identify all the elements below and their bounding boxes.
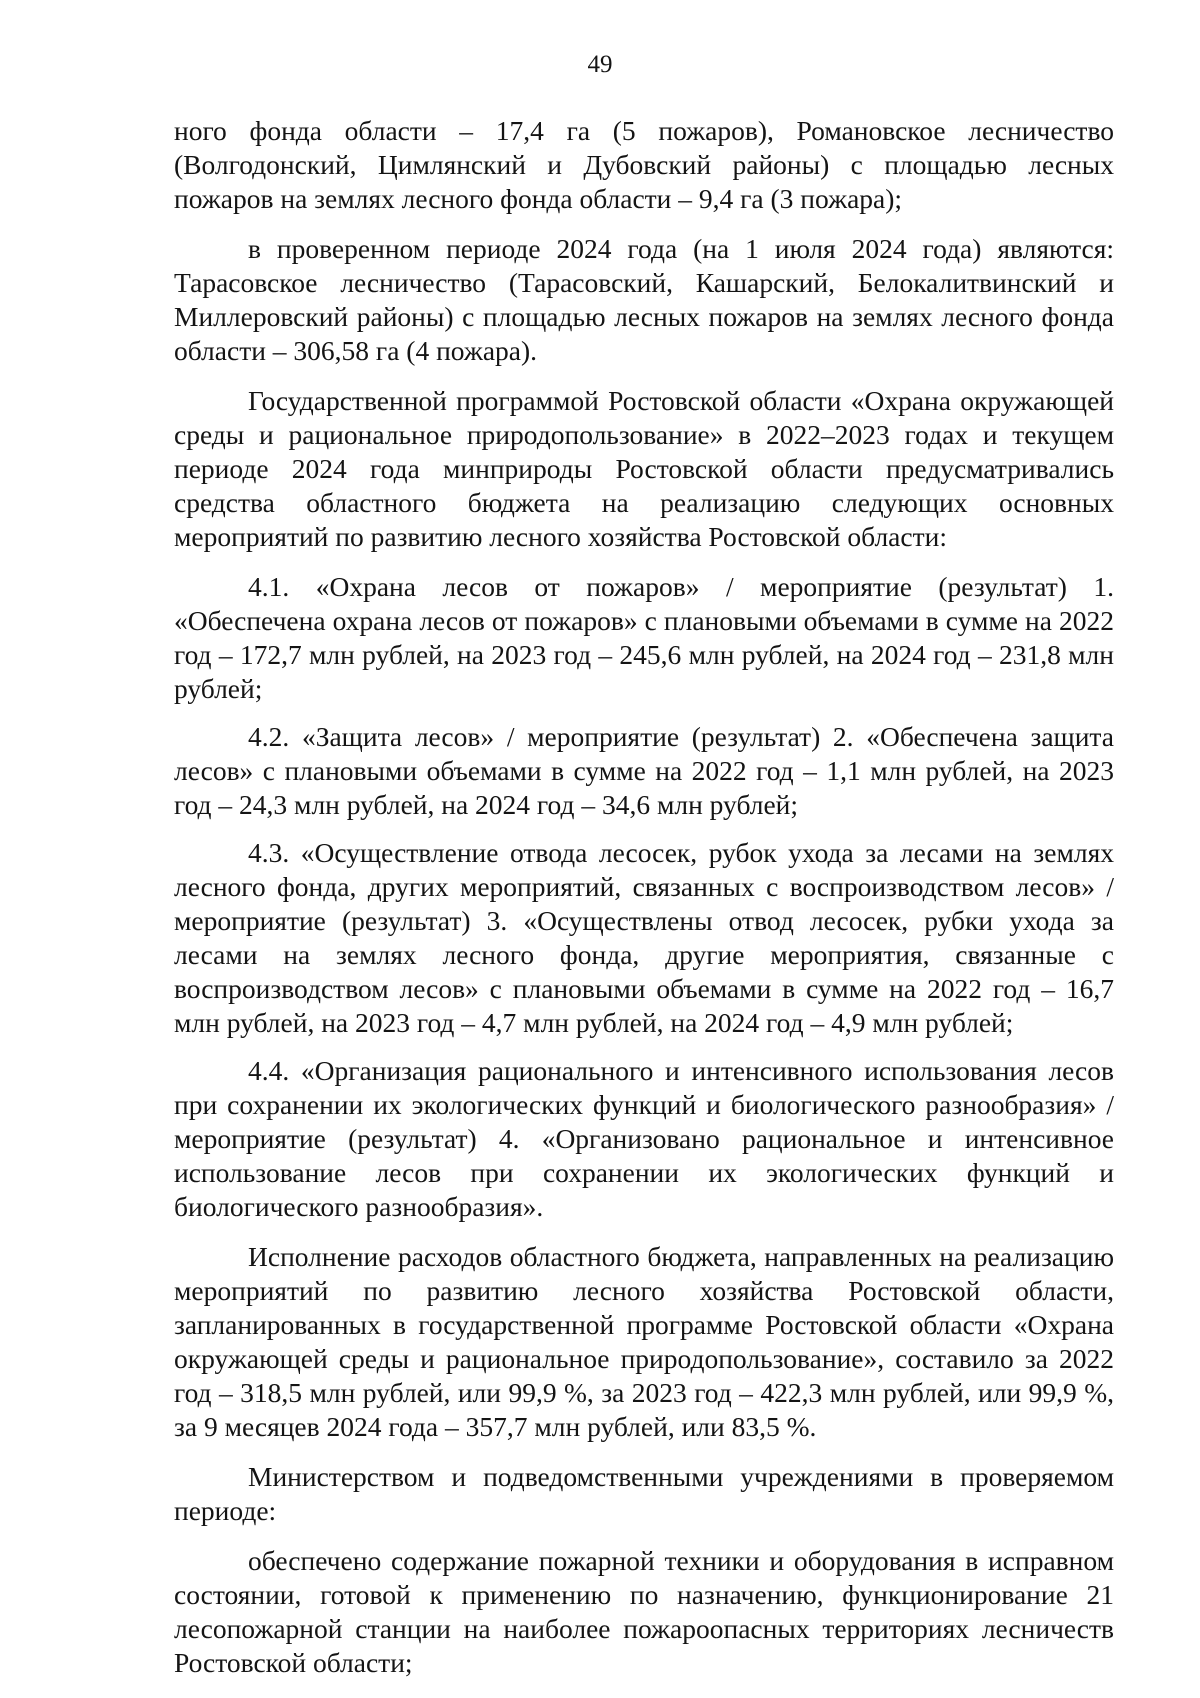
paragraph-state-program: Государственной программой Ростовской области «Охрана окружающей среды и рациональное природопользование» в 2022–2023 годах и текущем периоде 2024 года минприроды Ростовской области предусматривались средства областного бюджета на реализацию следующих основных мероприятий по развитию лесного хозяйства Ростовской области:	[174, 385, 1114, 552]
list-item-4-1: 4.1. «Охрана лесов от пожаров» / мероприятие (результат) 1. «Обеспечена охрана лесов от пожаров» с плановыми объемами в сумме на 2022 год – 172,7 млн рублей, на 2023 год – 245,6 млн рублей, на 2024 год – 231,8 млн рублей;	[174, 571, 1114, 704]
paragraph-fire-equipment: обеспечено содержание пожарной техники и оборудования в исправном состоянии, готовой к применению по назначению, функционирование 21 лесопожарной станции на наиболее пожароопасных территориях лесничеств Ростовской области;	[174, 1545, 1114, 1678]
paragraph-budget-execution: Исполнение расходов областного бюджета, направленных на реализацию мероприятий по развитию лесного хозяйства Ростовской области, запланированных в государственной программе Ростовской области «Охрана окружающей среды и рациональное природопользование», составило за 2022 год – 318,5 млн рублей, или 99,9 %, за 2023 год – 422,3 млн рублей, или 99,9 %, за 9 месяцев 2024 года – 357,7 млн рублей, или 83,5 %.	[174, 1241, 1114, 1442]
paragraph-verified-period: в проверенном периоде 2024 года (на 1 июля 2024 года) являются: Тарасовское лесничество (Тарасовский, Кашарский, Белокалитвинский и Миллеровский районы) с площадью лесных пожаров на землях лесного фонда области – 306,58 га (4 пожара).	[174, 233, 1114, 366]
paragraph-continuation: ного фонда области – 17,4 га (5 пожаров), Романовское лесничество (Волгодонский, Цимлянский и Дубовский районы) с площадью лесных пожаров на землях лесного фонда области – 9,4 га (3 пожара);	[174, 115, 1114, 214]
page-number: 49	[587, 51, 613, 78]
list-item-4-2: 4.2. «Защита лесов» / мероприятие (результат) 2. «Обеспечена защита лесов» с плановыми объемами в сумме на 2022 год – 1,1 млн рублей, на 2023 год – 24,3 млн рублей, на 2024 год – 34,6 млн рублей;	[174, 721, 1114, 820]
paragraph-ministry-intro: Министерством и подведомственными учреждениями в проверяемом периоде:	[174, 1461, 1114, 1526]
list-item-4-3: 4.3. «Осуществление отвода лесосек, рубок ухода за лесами на землях лесного фонда, других мероприятий, связанных с воспроизводством лесов» / мероприятие (результат) 3. «Осуществлены отвод лесосек, рубки ухода за лесами на землях лесного фонда, другие мероприятия, связанные с воспроизводством лесов» с плановыми объемами в сумме на 2022 год – 16,7 млн рублей, на 2023 год – 4,7 млн рублей, на 2024 год – 4,9 млн рублей;	[174, 837, 1114, 1038]
list-item-4-4: 4.4. «Организация рационального и интенсивного использования лесов при сохранении их экологических функций и биологического разнообразия» / мероприятие (результат) 4. «Организовано рациональное и интенсивное использование лесов при сохранении их экологических функций и биологического разнообразия».	[174, 1055, 1114, 1222]
document-body	[174, 114, 1114, 1696]
